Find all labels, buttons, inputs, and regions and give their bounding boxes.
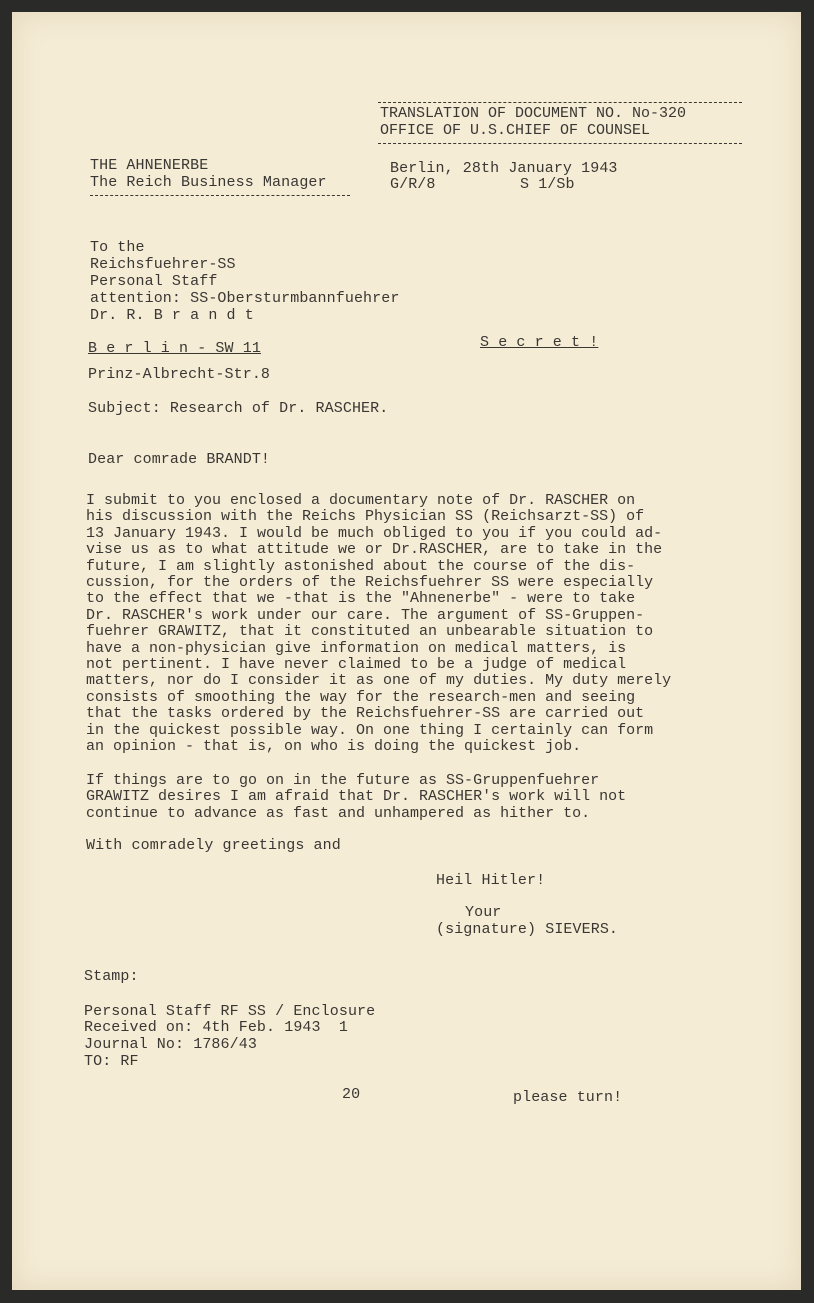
salutation: Dear comrade BRANDT! bbox=[88, 451, 271, 468]
sender-org: THE AHNENERBE bbox=[90, 157, 209, 174]
stamp-line: Personal Staff RF SS / Enclosure bbox=[84, 1003, 376, 1020]
reference-right: S 1/Sb bbox=[520, 176, 575, 193]
stamp-line: TO: RF bbox=[84, 1053, 139, 1070]
subject-line: Subject: Research of Dr. RASCHER. bbox=[88, 400, 389, 417]
body-paragraph-2: If things are to go on in the future as SS-Gruppenfuehrer GRAWITZ desires I am afraid that Dr. RASCHER's work will not continue to advance as fast and unhampered as hither to. bbox=[86, 772, 627, 822]
translation-header bbox=[378, 102, 742, 144]
your-line: Your bbox=[465, 904, 502, 921]
classification-mark: S e c r e t ! bbox=[480, 334, 599, 351]
heil-line: Heil Hitler! bbox=[436, 872, 546, 889]
addressee-line: Dr. R. B r a n d t bbox=[90, 307, 254, 324]
addressee-line: attention: SS-Obersturmbannfuehrer bbox=[90, 290, 400, 307]
reference-left: G/R/8 bbox=[390, 176, 436, 193]
signature-line: (signature) SIEVERS. bbox=[436, 921, 619, 938]
addressee-city: B e r l i n - SW 11 bbox=[88, 340, 261, 357]
addressee-line: To the bbox=[90, 239, 145, 256]
addressee-line: Personal Staff bbox=[90, 273, 218, 290]
closing-line: With comradely greetings and bbox=[86, 837, 341, 854]
page-number: 20 bbox=[342, 1086, 361, 1103]
stamp-line: Received on: 4th Feb. 1943 1 bbox=[84, 1019, 348, 1036]
document-page bbox=[12, 12, 801, 1290]
place-date: Berlin, 28th January 1943 bbox=[390, 160, 618, 177]
translation-title: TRANSLATION OF DOCUMENT NO. No-320 bbox=[380, 105, 687, 122]
turn-note: please turn! bbox=[513, 1089, 623, 1106]
stamp-label: Stamp: bbox=[84, 968, 139, 985]
body-paragraph-1: I submit to you enclosed a documentary note of Dr. RASCHER on his discussion with the Reichs Physician SS (Reichsarzt-SS) of 13 January 1943. I would be much obliged to you if you could ad- vise us as to what attitude we or Dr.RASCHER, are to take in the future, I am slightly astonished about the course of the dis- cussion, for the orders of the Reichsfuehrer SS were especially to the effect that we -that is the "Ahnenerbe" - were to take Dr. RASCHER's work under our care. The argument of SS-Gruppen- fuehrer GRAWITZ, that it constituted an unbearable situation to have a non-physician give information on medical matters, is not pertinent. I have never claimed to be a judge of medical matters, nor do I consider it as one of my duties. My duty merely consists of smoothing the way for the research-men and seeing that the tasks ordered by the Reichsfuehrer-SS are carried out in the quickest possible way. On one thing I certainly can form an opinion - that is, on who is doing the quickest job. bbox=[86, 492, 672, 756]
addressee-street: Prinz-Albrecht-Str.8 bbox=[88, 366, 271, 383]
office-title: OFFICE OF U.S.CHIEF OF COUNSEL bbox=[380, 122, 651, 139]
sender-title: The Reich Business Manager bbox=[90, 175, 350, 196]
stamp-line: Journal No: 1786/43 bbox=[84, 1036, 257, 1053]
addressee-line: Reichsfuehrer-SS bbox=[90, 256, 236, 273]
